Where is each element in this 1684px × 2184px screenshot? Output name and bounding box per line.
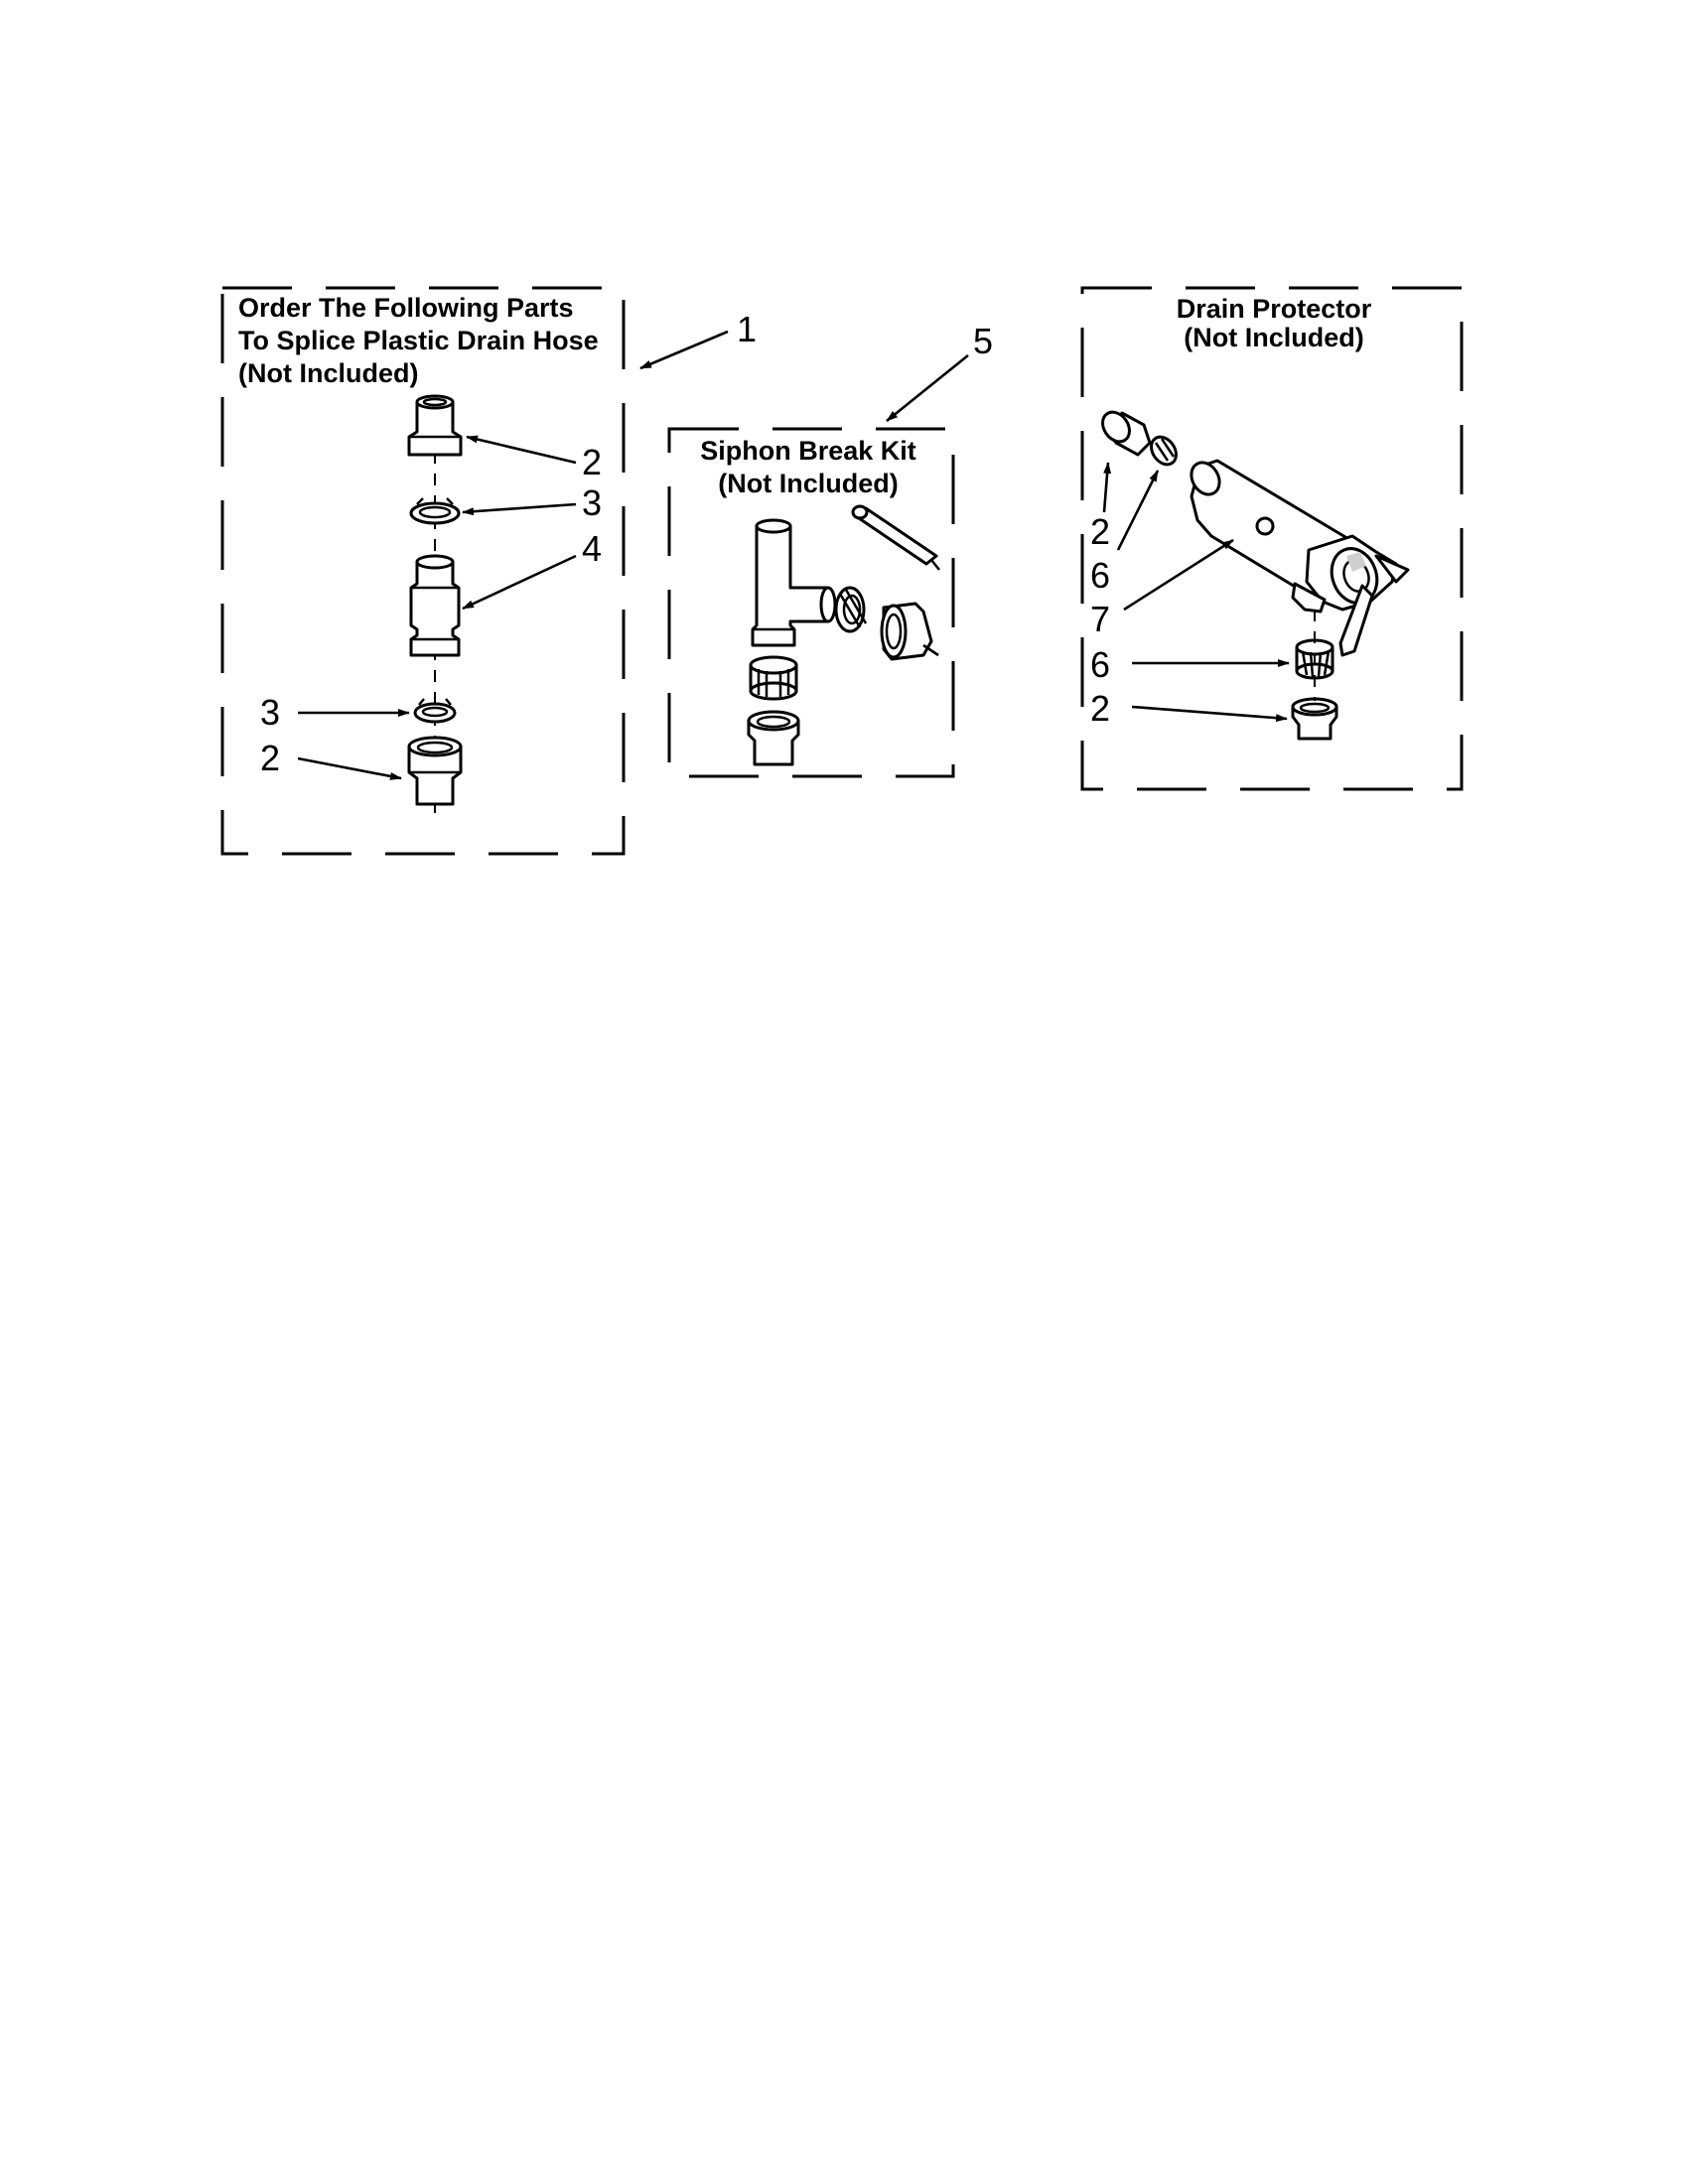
splice-kit-title-line-2: To Splice Plastic Drain Hose: [238, 326, 599, 355]
siphon-tee-part: [753, 520, 835, 645]
siphon-side-fitting-part: [882, 604, 938, 659]
callout-protector-cap-left: 2: [1090, 511, 1111, 552]
callout-protector-clamp-left: 6: [1090, 555, 1111, 596]
splice-kit-title-line-1: Order The Following Parts: [238, 293, 574, 323]
leader-coupling-bottom: [298, 758, 401, 778]
coupling-bottom-part: [409, 738, 461, 804]
leader-clamp-top: [463, 504, 576, 512]
callout-1-leader: [640, 332, 728, 368]
leader-coupling-top: [467, 437, 576, 463]
callout-5-label: 5: [973, 321, 994, 361]
protector-clamp-left-part: [1146, 432, 1181, 469]
callout-1-label: 1: [737, 309, 758, 349]
protector-cap-left-part: [1097, 407, 1150, 455]
protector-body-part: [1186, 458, 1408, 655]
siphon-kit-title-line-2: (Not Included): [718, 469, 899, 498]
leader-protector-clamp-left: [1118, 471, 1158, 550]
callout-connector: 4: [582, 528, 603, 569]
siphon-bottom-clamp-part: [751, 657, 796, 699]
clamp-top-part: [411, 498, 459, 523]
drain-protector-title-line-1: Drain Protector: [1176, 294, 1372, 324]
leader-protector-cap-left: [1104, 463, 1108, 512]
leader-protector-cap-bottom: [1132, 707, 1287, 719]
siphon-side-clamp-part: [836, 588, 866, 631]
protector-cap-bottom-part: [1293, 699, 1336, 739]
drain-protector-title-line-2: (Not Included): [1184, 323, 1364, 352]
callout-coupling-bottom: 2: [260, 738, 281, 778]
leader-protector-body: [1124, 540, 1233, 610]
leader-connector: [463, 556, 576, 609]
callout-5-leader: [887, 355, 968, 421]
siphon-pin-part: [853, 506, 939, 570]
splice-kit-group: [222, 288, 757, 854]
connector-part: [411, 556, 459, 655]
drain-protector-group: [1082, 288, 1462, 789]
siphon-break-kit-group: [669, 321, 993, 776]
callout-protector-clamp-bottom: 6: [1090, 644, 1111, 685]
splice-kit-title-line-3: (Not Included): [238, 358, 419, 388]
callout-clamp-bottom: 3: [260, 692, 281, 733]
callout-coupling-top: 2: [582, 442, 603, 482]
callout-protector-body: 7: [1090, 599, 1111, 639]
callout-protector-cap-bottom: 2: [1090, 688, 1111, 729]
siphon-bottom-coupling-part: [749, 712, 798, 764]
siphon-kit-title-line-1: Siphon Break Kit: [700, 436, 916, 466]
callout-clamp-top: 3: [582, 482, 603, 523]
coupling-top-part: [409, 396, 461, 455]
